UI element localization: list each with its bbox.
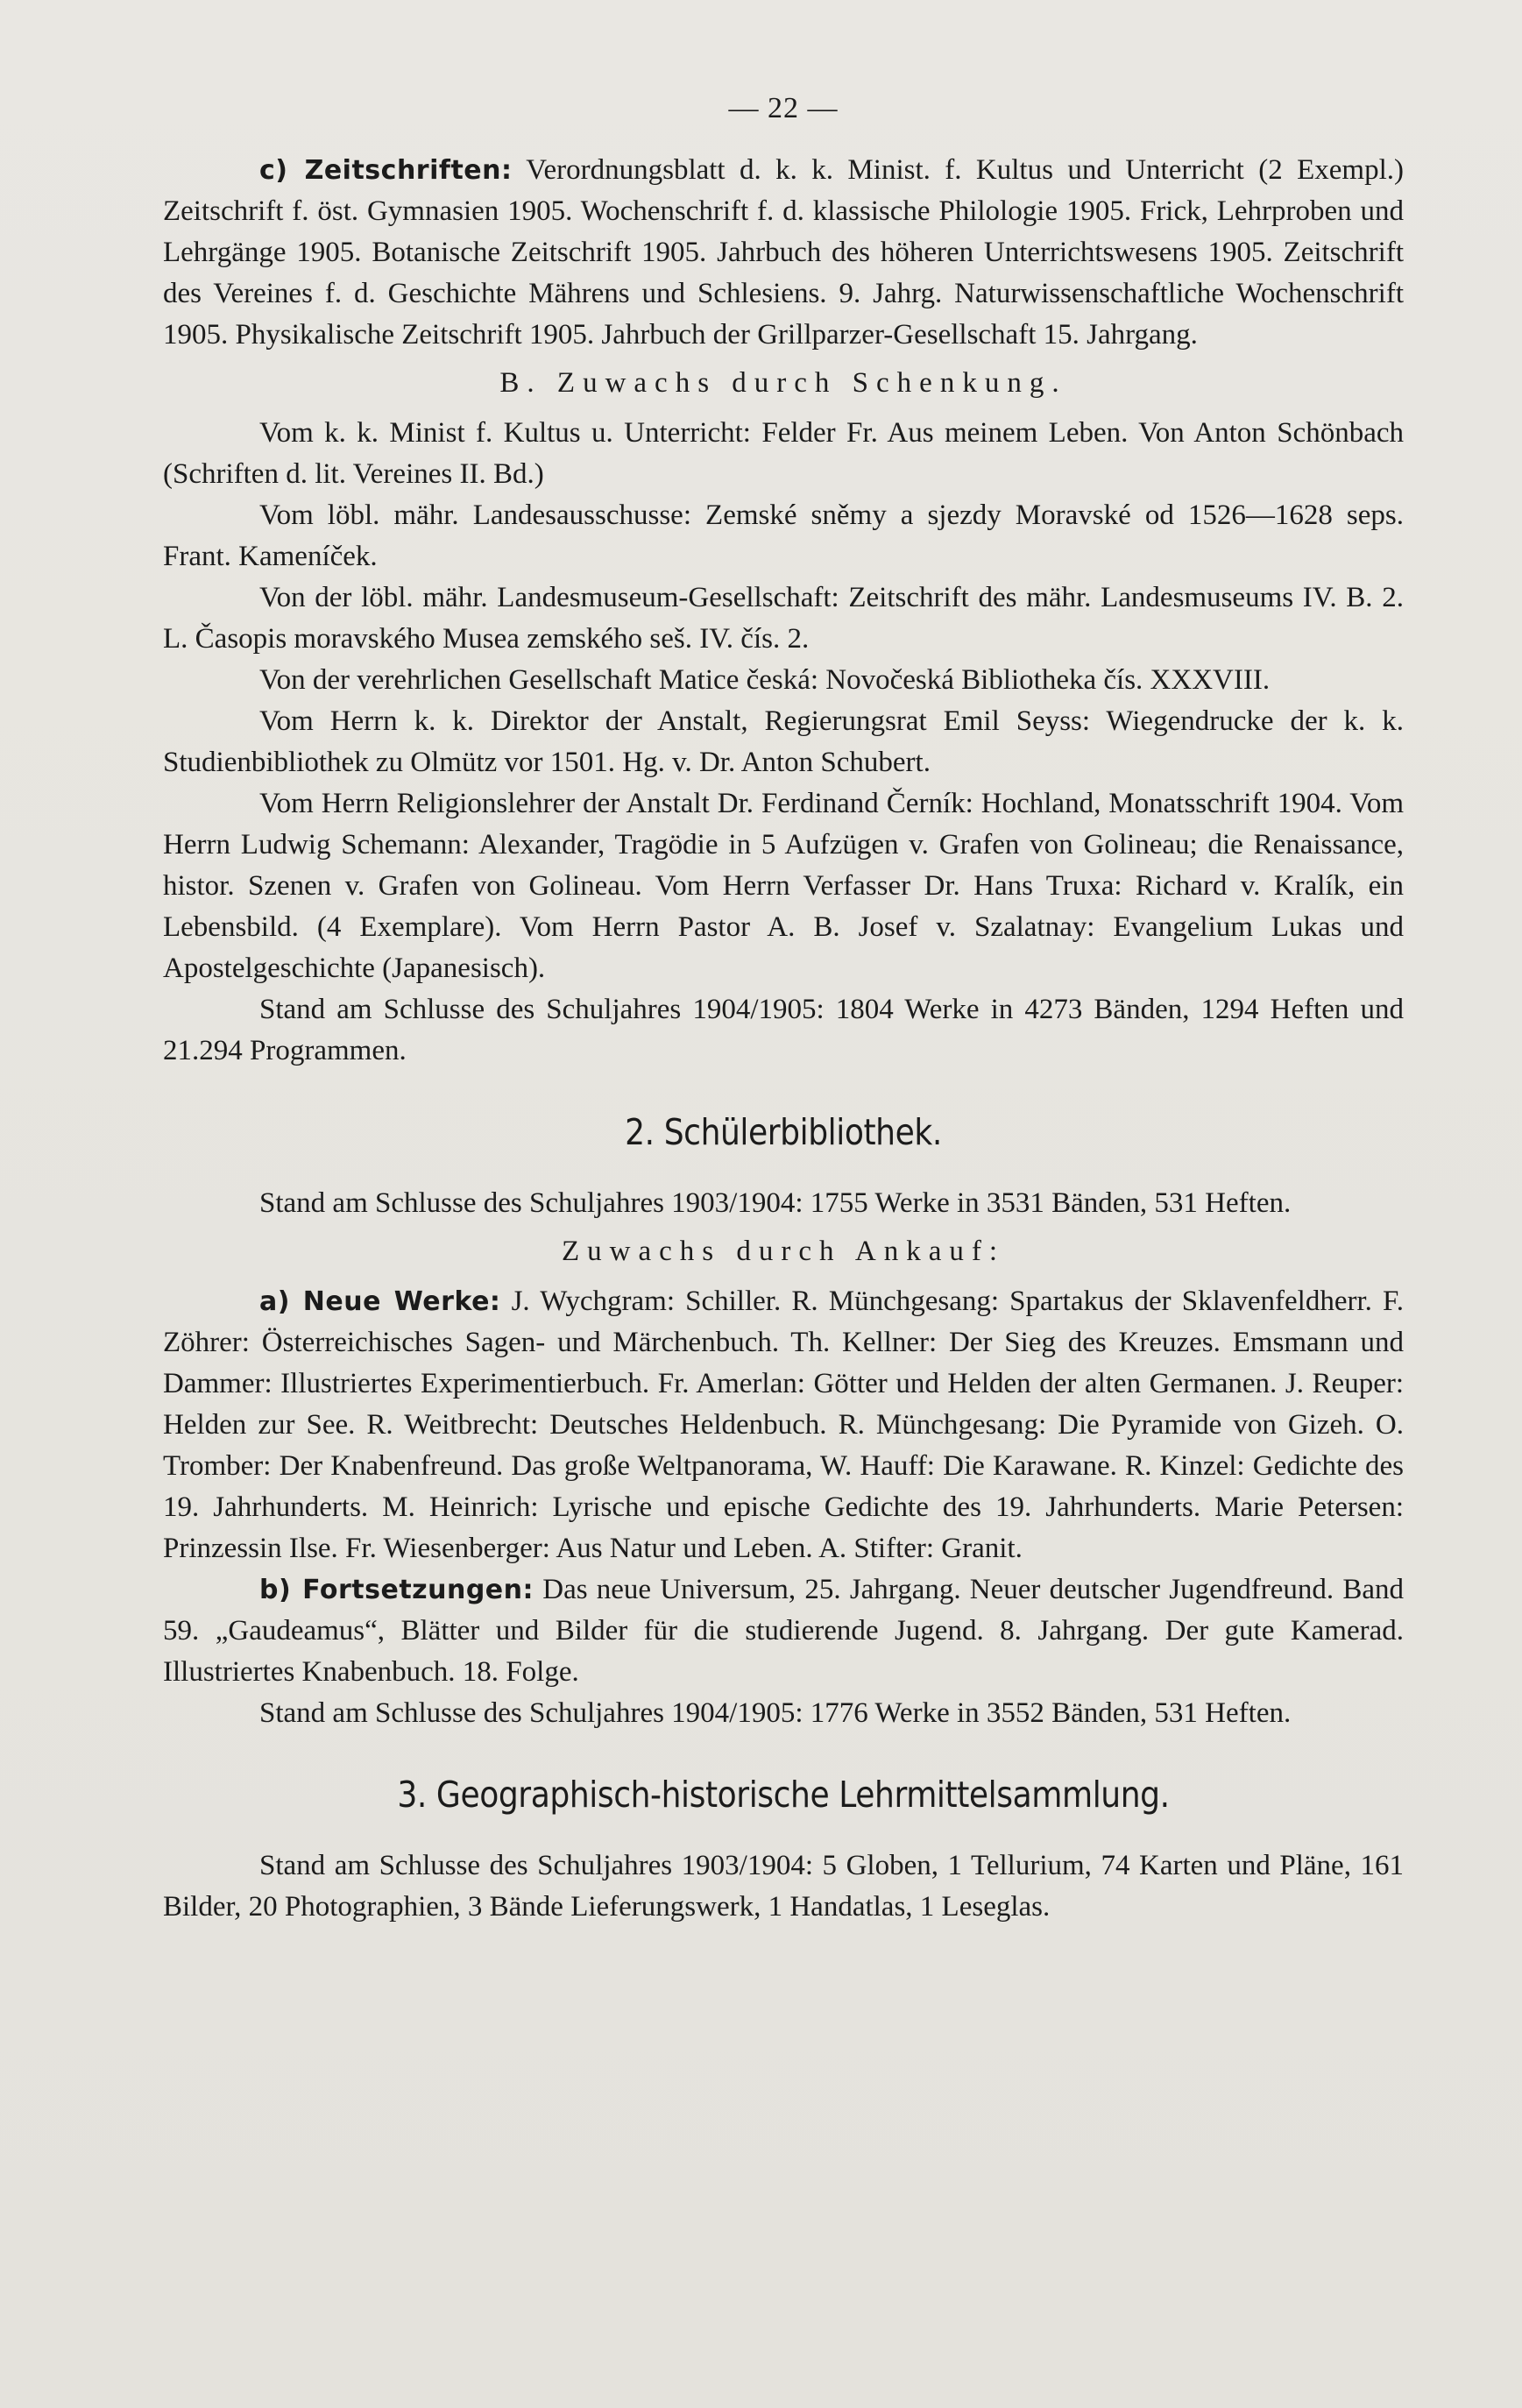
schenkung-paragraph-2: Vom löbl. mähr. Landesausschusse: Zemské sněmy a sjezdy Moravské od 1526—1628 seps. Frant. Kameníček. [163,499,1404,572]
zeitschriften-paragraph [163,150,1404,356]
fortsetzungen-paragraph [163,1569,1404,1693]
fortsetzungen-label: b) Fortsetzungen: [259,1575,534,1605]
zeitschriften-text: Verordnungsblatt d. k. k. Minist. f. Kultus und Unterricht (2 Exempl.) Zeitschrift f. öst. Gymnasien 1905. Wochenschrift f. d. klassische Philologie 1905. Frick, Lehrproben und Lehrgänge 1905. Botanische Zeitschrift 1905. Jahrbuch des höheren Unterrichtswesens 1905. Zeitschrift des Vereines f. d. Geschichte Mährens und Schlesiens. 9. Jahrg. Naturwissenschaftliche Wochenschrift 1905. Physikalische Zeitschrift 1905. Jahrbuch der Grillparzer-Gesellschaft 15. Jahrgang. [163,154,1404,351]
section-3-stand: Stand am Schlusse des Schuljahres 1903/1904: 5 Globen, 1 Tellurium, 74 Karten und Pläne, 161 Bilder, 20 Photographien, 3 Bände Lieferungswerk, 1 Handatlas, 1 Leseglas. [163,1850,1404,1923]
schenkung-paragraph-5: Vom Herrn k. k. Direktor der Anstalt, Regierungsrat Emil Seyss: Wiegendrucke der k. k. Studienbibliothek zu Olmütz vor 1501. Hg. v. Dr. Anton Schubert. [163,705,1404,778]
schenkung-paragraph-3: Von der löbl. mähr. Landesmuseum-Gesellschaft: Zeitschrift des mähr. Landesmuseums IV. B. 2. L. Časopis moravského Musea zemského seš. IV. čís. 2. [163,582,1404,655]
page-number: — 22 — [728,92,839,124]
schenkung-paragraph-1: Vom k. k. Minist f. Kultus u. Unterricht: Felder Fr. Aus meinem Leben. Von Anton Schönbach (Schriften d. lit. Vereines II. Bd.) [163,417,1404,490]
section-2-stand-end: Stand am Schlusse des Schuljahres 1904/1905: 1776 Werke in 3552 Bänden, 531 Heften. [259,1697,1292,1729]
schenkung-paragraph-4: Von der verehrlichen Gesellschaft Matice česká: Novočeská Bibliotheka čís. XXXVIII. [259,664,1271,696]
section-2-stand-start: Stand am Schlusse des Schuljahres 1903/1904: 1755 Werke in 3531 Bänden, 531 Heften. [259,1187,1292,1219]
schenkung-stand-paragraph: Stand am Schlusse des Schuljahres 1904/1905: 1804 Werke in 4273 Bänden, 1294 Heften und 21.294 Programmen. [163,994,1404,1066]
schenkung-paragraph-6: Vom Herrn Religionslehrer der Anstalt Dr. Ferdinand Černík: Hochland, Monatsschrift 1904. Vom Herrn Ludwig Schemann: Alexander, Tragödie in 5 Aufzügen v. Grafen von Golineau; die Renaissance, histor. Szenen v. Grafen von Golineau. Vom Herrn Verfasser Dr. Hans Truxa: Richard v. Kralík, ein Lebensbild. (4 Exemplare). Vom Herrn Pastor A. B. Josef v. Szalatnay: Evangelium Lukas und Apostelgeschichte (Japanesisch). [163,788,1404,984]
page-content [163,88,1404,1928]
section-b-title: B. Zuwachs durch Schenkung. [499,367,1067,399]
neue-werke-paragraph [163,1281,1404,1569]
fortsetzungen-text: Das neue Universum, 25. Jahrgang. Neuer deutscher Jugendfreund. Band 59. „Gaudeamus“, Blätter und Bilder für die studierende Jugend. 8. Jahrgang. Der gute Kamerad. Illustriertes Knabenbuch. 18. Folge. [163,1574,1405,1688]
neue-werke-label: a) Neue Werke: [259,1286,501,1317]
zeitschriften-label: c) Zeitschriften: [259,155,513,186]
neue-werke-text: J. Wychgram: Schiller. R. Münchgesang: Spartakus der Sklavenfeldherr. F. Zöhrer: Österreichisches Sagen- und Märchenbuch. Th. Kellner: Der Sieg des Kreuzes. Emsmann und Dammer: Illustriertes Experimentierbuch. Fr. Amerlan: Götter und Helden der alten Germanen. J. Reuper: Helden zur See. R. Weitbrecht: Deutsches Heldenbuch. R. Münchgesang: Die Pyramide von Gizeh. O. Tromber: Der Knabenfreund. Das große Weltpanorama, W. Hauff: Die Karawane. R. Kinzel: Gedichte des 19. Jahrhunderts. M. Heinrich: Lyrische und epische Gedichte des 19. Jahrhunderts. Marie Petersen: Prinzessin Ilse. Fr. Wiesenberger: Aus Natur und Leben. A. Stifter: Granit. [163,1285,1405,1564]
section-3-heading: 3. Geographisch-historische Lehrmittelsammlung. [397,1774,1170,1816]
section-2-ankauf-title: Zuwachs durch Ankauf: [561,1236,1006,1267]
section-2-heading: 2. Schülerbibliothek. [625,1111,942,1153]
